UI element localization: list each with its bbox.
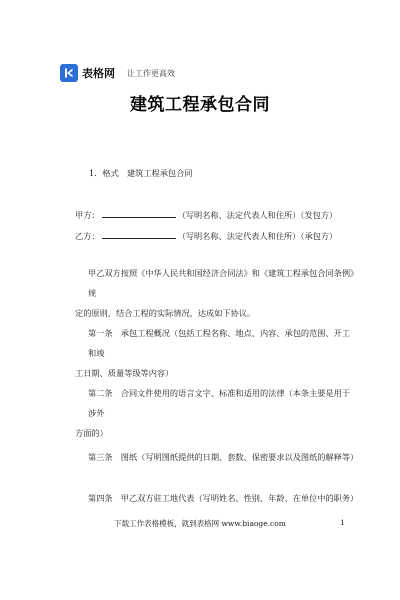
article-2 <box>75 383 356 443</box>
page-number: 1 <box>340 518 345 527</box>
format-line: 1．格式 建筑工程承包合同 <box>89 168 193 178</box>
document-title: 建筑工程承包合同 <box>130 95 270 115</box>
intro-line-2: 定的原则，结合工程的实际情况，达成如下协议。 <box>75 308 256 318</box>
party-b-line <box>75 229 337 242</box>
article-4 <box>88 488 359 508</box>
article-2-line-2: 方面的） <box>75 428 108 438</box>
article-2-line-1: 第二条 合同文件使用的语言文字、标准和适用的法律（本条主要是用于涉外 <box>88 388 351 418</box>
article-3-line-1: 第三条 图纸（写明图纸提供的日期、套数、保密要求以及图纸的解释等） <box>88 452 359 462</box>
party-a-blank[interactable] <box>102 208 176 218</box>
party-b-note: （写明名称、法定代表人和住所）（承包方） <box>177 231 338 241</box>
intro-line-1: 甲乙双方按照《中华人民共和国经济合同法》和《建筑工程承包合同条例》规 <box>88 268 355 298</box>
article-1-line-2: 工日期、质量等级等内容） <box>75 368 174 378</box>
brand-name: 表格网 <box>82 67 115 80</box>
party-b-label: 乙方： <box>75 231 100 241</box>
brand-header <box>60 63 175 83</box>
party-a-note: （写明名称、法定代表人和住所）（发包方） <box>177 210 338 220</box>
party-b-blank[interactable] <box>102 229 176 239</box>
brand-slogan: 让工作更高效 <box>127 68 175 78</box>
article-4-line-1: 第四条 甲乙双方驻工地代表（写明姓名、性别、年龄、在单位中的职务） <box>88 493 359 503</box>
biaoge-logo-icon <box>60 64 78 82</box>
party-a-label: 甲方： <box>75 210 100 220</box>
page-footer: 下载工作表格模板，就到表格网 www.biaoge.com <box>114 519 286 528</box>
party-a-line <box>75 208 337 221</box>
intro-paragraph <box>75 263 356 323</box>
article-3 <box>88 447 359 467</box>
article-1 <box>75 323 356 383</box>
article-1-line-1: 第一条 承包工程概况（包括工程名称、地点、内容、承包的范围、开工和竣 <box>88 328 351 358</box>
